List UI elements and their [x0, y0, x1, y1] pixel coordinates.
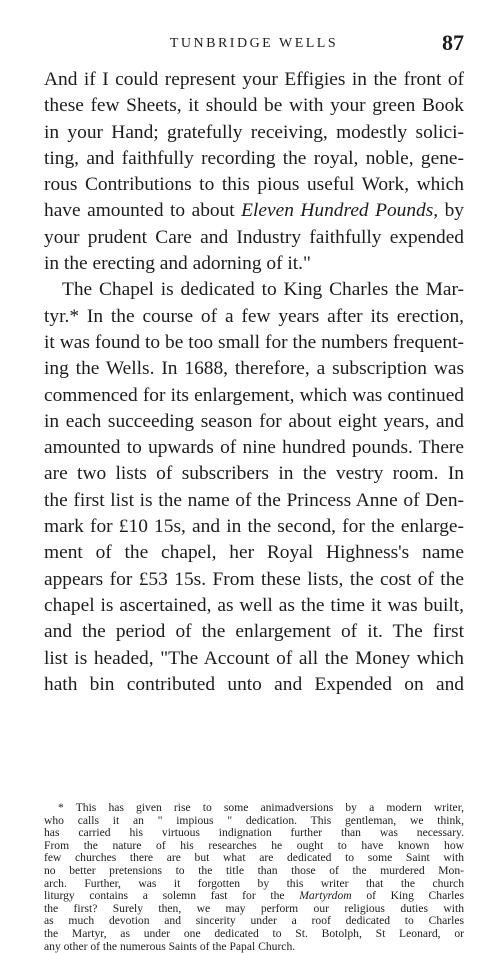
text-segment: liturgy contains a solemn fast for the: [44, 889, 300, 903]
text-line: and the period of the enlargement of it. The first: [44, 621, 464, 643]
running-head: TUNBRIDGE WELLS: [169, 36, 339, 51]
page-number: 87: [442, 30, 464, 55]
text-segment: of King Charles: [351, 889, 464, 903]
text-line: the first list is the name of the Princess Anne of Den-: [44, 489, 464, 511]
text-segment: have amounted to about: [44, 200, 242, 222]
footnote-line: who calls it an " impious " dedication. This gentleman, we think,: [44, 813, 464, 827]
text-line: ing the Wells. In 1688, therefore, a subscription was: [44, 358, 464, 380]
text-line: it was found to be too small for the numbers frequent-: [44, 331, 464, 353]
footnote-line: as much devotion and sincerity under a roof dedicated to Charles: [44, 914, 464, 928]
text-line: hath bin contributed unto and Expended on and: [44, 673, 464, 695]
text-line: ment of the chapel, her Royal Highness's name: [44, 542, 464, 564]
footnote-line: From the nature of his researches he ought to have known how: [44, 838, 464, 852]
italic-phrase: Eleven Hundred Pounds,: [241, 200, 439, 222]
footnote-line: arch. Further, was it forgotten by this writer that the church: [44, 876, 464, 890]
text-line: And if I could represent your Effigies in the front of: [44, 69, 464, 90]
footnote-line: no better pretensions to the title than those of the murdered Mon-: [44, 863, 464, 877]
footnote-line: few churches there are but what are dedicated to some Saint with: [44, 851, 464, 865]
footnote-line: has carried his virtuous indignation further than was necessary.: [44, 826, 464, 840]
text-line: rous Contributions to this pious useful Work, which: [44, 174, 464, 196]
page-header: [44, 30, 464, 56]
footnote-line: [44, 890, 464, 903]
text-line: in each succeeding season for about eight years, and: [44, 410, 464, 432]
footnote-line: the first? Surely then, we may perform our religious duties with: [44, 901, 464, 915]
text-line: these few Sheets, it should be with your green Book: [44, 95, 464, 117]
text-line: your prudent Care and Industry faithfully expended: [44, 226, 464, 248]
text-line: The Chapel is dedicated to King Charles the Mar-: [62, 279, 464, 301]
text-line: ting, and faithfully recording the royal, noble, gene-: [44, 147, 464, 169]
text-line: in the erecting and adorning of it.": [44, 253, 311, 275]
text-line: appears for £53 15s. From these lists, the cost of the: [44, 568, 464, 590]
text-segment: by: [438, 200, 464, 222]
footnote-line: the Martyr, as under one dedicated to St. Botolph, St Leonard, or: [44, 926, 464, 940]
text-line: amounted to upwards of nine hundred pounds. There: [44, 437, 464, 459]
italic-phrase: Martyrdom: [299, 889, 352, 903]
text-line: in your Hand; gratefully receiving, modestly solici-: [44, 121, 464, 143]
footnote-line: * This has given rise to some animadversions by a modern writer,: [58, 801, 464, 814]
text-line: tyr.* In the course of a few years after its erection,: [44, 305, 464, 327]
footnote-line: any other of the numerous Saints of the Papal Church.: [44, 939, 296, 953]
text-line: commenced for its enlargement, which was continued: [44, 384, 464, 406]
text-line: are two lists of subscribers in the vestry room. In: [44, 463, 464, 485]
text-line: list is headed, "The Account of all the Money which: [44, 647, 464, 669]
footnote: [44, 802, 464, 953]
text-line: [44, 198, 464, 224]
body-text: [44, 67, 464, 698]
text-line: chapel is ascertained, as well as the time it was built,: [44, 594, 464, 616]
text-line: mark for £10 15s, and in the second, for the enlarge-: [44, 516, 464, 538]
